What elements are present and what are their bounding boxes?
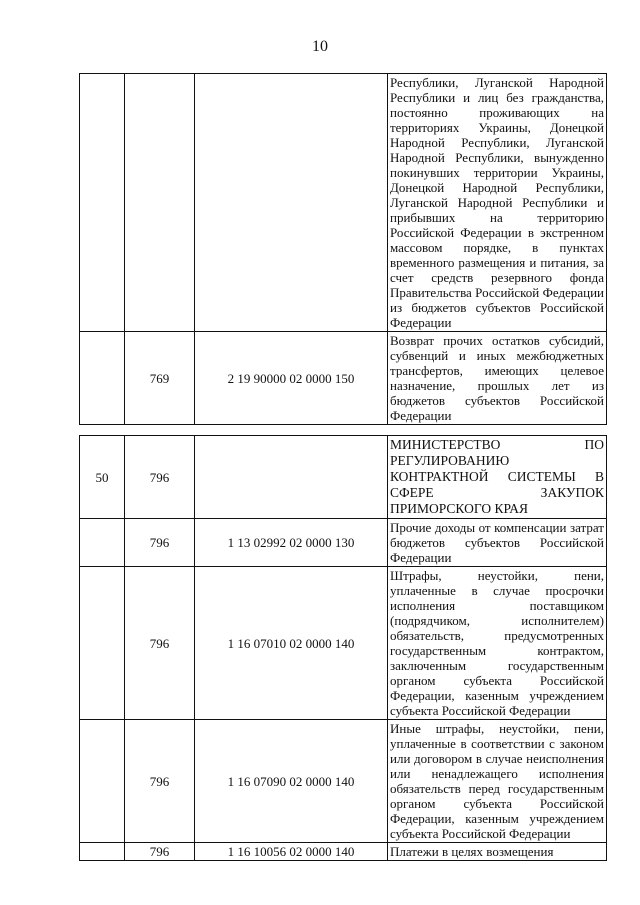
budget-code-cell — [195, 74, 388, 332]
description-cell — [388, 332, 607, 425]
budget-code-cell: 2 19 90000 02 0000 150 — [195, 332, 388, 425]
admin-code-cell: 796 — [125, 436, 195, 519]
table-row — [80, 332, 607, 425]
row-number-cell — [80, 74, 125, 332]
table-row — [80, 843, 607, 861]
budget-code-cell: 1 13 02992 02 0000 130 — [195, 519, 388, 567]
budget-code-cell: 1 16 10056 02 0000 140 — [195, 843, 388, 861]
table-row — [80, 519, 607, 567]
table-row — [80, 720, 607, 843]
description-text: Платежи в целях возмещения — [390, 844, 554, 859]
admin-code-cell: 796 — [125, 567, 195, 720]
table-row — [80, 436, 607, 519]
description-cell — [388, 519, 607, 567]
description-cell — [388, 720, 607, 843]
description-text: Республики, Луганской Народной Республики и лиц без гражданства, постоянно проживающих на территориях Украины, Донецкой Народной Республики, Луганской Народной Республики, вынужденно покинувших территории Украины, Донецкой Народной Республики, Луганской Народной Республики и прибывших на территорию Российской Федерации в экстренном массовом порядке, в пунктах временного размещения и питания, за счет средств резервного фонда Правительства Российской Федерации из бюджетов субъектов Российской Федерации — [390, 75, 604, 330]
revenue-table — [79, 435, 607, 861]
row-number-cell — [80, 332, 125, 425]
admin-code-cell: 796 — [125, 519, 195, 567]
row-number-cell — [80, 519, 125, 567]
description-cell — [388, 74, 607, 332]
budget-code-cell — [195, 436, 388, 519]
budget-code-cell: 1 16 07090 02 0000 140 — [195, 720, 388, 843]
description-text: Иные штрафы, неустойки, пени, уплаченные в соответствии с законом или договором в случае неисполнения или ненадлежащего исполнения обязательств перед государственным органом субъекта Российской Федерации, казенным учреждением субъекта Российской Федерации — [390, 721, 604, 841]
row-number-cell: 50 — [80, 436, 125, 519]
admin-code-cell: 796 — [125, 843, 195, 861]
description-text: Прочие доходы от компенсации затрат бюджетов субъектов Российской Федерации — [390, 520, 604, 565]
admin-code-cell: 769 — [125, 332, 195, 425]
table-row — [80, 74, 607, 332]
row-number-cell — [80, 567, 125, 720]
description-text: Возврат прочих остатков субсидий, субвенций и иных межбюджетных трансфертов, имеющих целевое назначение, прошлых лет из бюджетов субъектов Российской Федерации — [390, 333, 604, 423]
row-number-cell — [80, 720, 125, 843]
description-cell — [388, 843, 607, 861]
description-cell — [388, 567, 607, 720]
row-number-cell — [80, 843, 125, 861]
ministry-title: МИНИСТЕРСТВО ПО РЕГУЛИРОВАНИЮ КОНТРАКТНОЙ СИСТЕМЫ В СФЕРЕ ЗАКУПОК ПРИМОРСКОГО КРАЯ — [390, 437, 604, 516]
page-number: 10 — [312, 38, 328, 55]
description-cell — [388, 436, 607, 519]
budget-code-cell: 1 16 07010 02 0000 140 — [195, 567, 388, 720]
description-text: Штрафы, неустойки, пени, уплаченные в случае просрочки исполнения поставщиком (подрядчиком, исполнителем) обязательств, предусмотренных государственным контрактом, заключенным государственным органом субъекта Российской Федерации, казенным учреждением субъекта Российской Федерации — [390, 568, 604, 718]
admin-code-cell — [125, 74, 195, 332]
admin-code-cell: 796 — [125, 720, 195, 843]
table-row — [80, 567, 607, 720]
revenue-table-continued — [79, 73, 607, 425]
